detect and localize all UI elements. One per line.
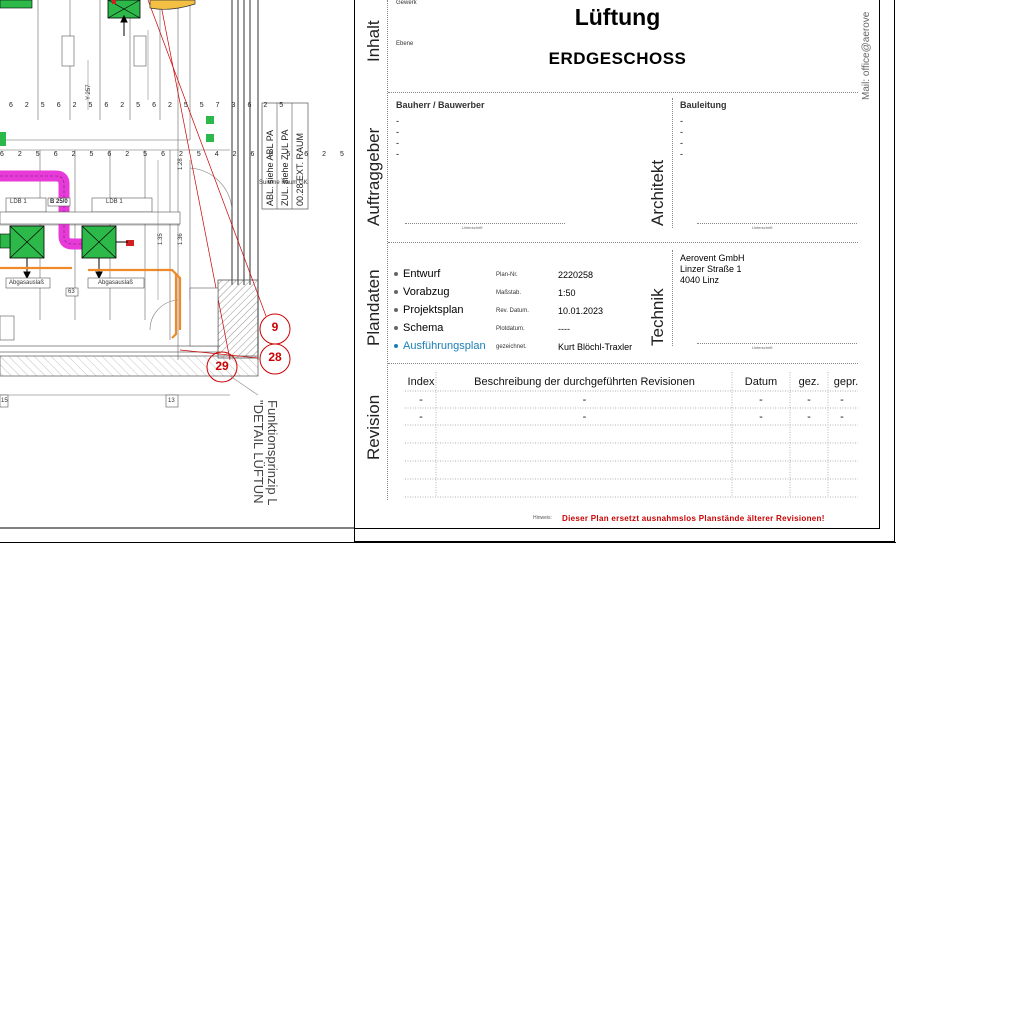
section-revision: Revision — [364, 394, 383, 460]
divider-auftraggeber — [388, 242, 858, 243]
table-row: - — [840, 394, 844, 406]
rev-datum-value: 10.01.2023 — [558, 306, 604, 316]
dimension-row-top: 625625625625573625 — [9, 102, 296, 109]
technik-signature-line — [697, 343, 857, 344]
rev-header-datum: Datum — [744, 376, 778, 388]
bauherr-line: - — [396, 127, 399, 137]
bauleitung-label: Bauleitung — [680, 100, 727, 110]
bauherr-signature-caption: Unterschrift — [462, 225, 483, 230]
gewerk-label: Gewerk — [396, 0, 417, 6]
rev-header-index: Index — [407, 376, 435, 388]
height-tag-5: 63 — [68, 289, 75, 295]
exhaust-box-line-1: ABL. siehe ABL PA — [265, 129, 275, 206]
bauleitung-signature-line — [697, 223, 857, 224]
rev-header-beschreibung: Beschreibung der durchgeführten Revisionen — [474, 376, 695, 388]
exhaust-box-line-3: 00.28 EXT. RAUM — [295, 132, 305, 206]
section-auftraggeber: Auftraggeber — [364, 127, 383, 226]
bauherr-lines — [396, 116, 399, 160]
footer-label: Hinweis: — [533, 515, 552, 521]
bullet-icon-active — [394, 344, 398, 348]
table-row: - — [419, 411, 423, 423]
section-inhalt: Inhalt — [364, 20, 383, 62]
bauherr-label: Bauherr / Bauwerber — [396, 100, 485, 110]
sheet-bottom-border — [0, 542, 896, 543]
technik-street: Linzer Straße 1 — [680, 264, 742, 274]
table-row: - — [759, 394, 763, 406]
plan-nr-value: 2220258 — [558, 270, 594, 280]
title-block-inner-right — [879, 0, 880, 528]
bullet-icon — [394, 308, 398, 312]
detail-note-line-1: Funktionsprinzip L — [265, 400, 280, 506]
height-tag-2: 1.28 — [178, 158, 184, 170]
table-row: - — [582, 411, 587, 423]
table-row: - — [582, 394, 587, 406]
unit-outlet-label-left: Abgasauslaß — [9, 280, 45, 286]
plan-subtitle: ERDGESCHOSS — [548, 49, 687, 68]
dimension-row-mid: 62562562562542625625 — [0, 151, 358, 158]
bauleitung-signature-caption: Unterschrift — [752, 225, 773, 230]
technik-divider — [672, 250, 673, 346]
plan-type-projektsplan[interactable]: Projektsplan — [394, 301, 486, 319]
detail-note-line-2: "DETAIL LÜFTUN — [251, 400, 266, 504]
gezeichnet-label: gezeichnet. — [496, 344, 527, 350]
bauleitung-line: - — [680, 149, 683, 159]
plan-type-ausfuehrungsplan[interactable]: Ausführungsplan — [394, 337, 486, 355]
plan-field-labels — [496, 266, 529, 356]
plan-nr-label: Plan-Nr. — [496, 272, 518, 278]
floor-plan-drawing — [0, 0, 360, 545]
table-row: - — [807, 394, 811, 406]
bauleitung-line: - — [680, 116, 683, 126]
table-row: - — [807, 411, 811, 423]
footer-note: Dieser Plan ersetzt ausnahmslos Planstände älterer Revisionen! — [562, 514, 825, 523]
bauherr-line: - — [396, 116, 399, 126]
bauherr-signature-line — [405, 223, 565, 224]
massstab-label: Maßstab. — [496, 290, 522, 296]
axis-mark-left: 15 — [1, 398, 8, 404]
title-block-inner-bottom — [354, 528, 880, 529]
rev-header-gepr: gepr. — [833, 376, 859, 388]
technik-signature-caption: Unterschrift — [752, 345, 773, 350]
detail-ref-9[interactable]: 9 — [271, 320, 279, 334]
architekt-divider — [672, 98, 673, 228]
room-sum-note: Summe Raum GK — [259, 180, 308, 186]
technik-address — [680, 253, 745, 286]
technik-city: 4040 Linz — [680, 275, 720, 285]
bullet-icon — [394, 326, 398, 330]
height-tag-3: 1.35 — [158, 233, 164, 245]
exhaust-box-line-2: ZUL. siehe ZUL PA — [280, 129, 290, 206]
massstab-value: 1:50 — [558, 288, 576, 298]
bauherr-line: - — [396, 138, 399, 148]
unit-label-top-left: LDB 1 — [10, 199, 27, 205]
rev-header-gez: gez. — [798, 376, 820, 388]
height-tag-1: Y 257 — [86, 84, 92, 100]
fan-label: B 25/0 — [50, 199, 68, 205]
ebene-label: Ebene — [396, 41, 414, 47]
table-row: - — [419, 394, 423, 406]
detail-ref-28[interactable]: 28 — [268, 350, 282, 364]
plotdatum-label: Plotdatum. — [496, 326, 525, 332]
plan-type-vorabzug[interactable]: Vorabzug — [394, 283, 486, 301]
unit-outlet-label-right: Abgasauslaß — [98, 280, 134, 286]
plan-title: Lüftung — [574, 4, 661, 30]
section-gutter-line — [387, 0, 388, 500]
plan-field-values — [558, 266, 632, 356]
plan-type-entwurf[interactable]: Entwurf — [394, 265, 486, 283]
section-technik: Technik — [648, 288, 667, 346]
revision-grid — [400, 370, 860, 502]
section-architekt: Architekt — [648, 159, 667, 226]
bauleitung-line: - — [680, 138, 683, 148]
gezeichnet-value: Kurt Blöchl-Traxler — [558, 342, 633, 352]
rev-datum-label: Rev. Datum. — [496, 308, 529, 314]
detail-ref-29[interactable]: 29 — [215, 359, 229, 373]
axis-mark-right: 13 — [168, 398, 175, 404]
section-plandaten: Plandaten — [364, 269, 383, 346]
bullet-icon — [394, 290, 398, 294]
height-tag-4: 1.36 — [178, 233, 184, 245]
divider-inhalt — [388, 92, 858, 93]
mail-address[interactable]: Mail: office@aerove — [861, 11, 872, 100]
plotdatum-value: ---- — [558, 324, 570, 334]
unit-label-top-right: LDB 1 — [106, 199, 123, 205]
plan-type-schema[interactable]: Schema — [394, 319, 486, 337]
bauleitung-lines — [680, 116, 683, 160]
divider-plandaten — [388, 363, 858, 364]
bauleitung-line: - — [680, 127, 683, 137]
table-row: - — [840, 411, 844, 423]
plan-type-list — [394, 265, 486, 355]
bauherr-line: - — [396, 149, 399, 159]
table-row: - — [759, 411, 763, 423]
technik-company: Aerovent GmbH — [680, 253, 745, 263]
bullet-icon — [394, 272, 398, 276]
